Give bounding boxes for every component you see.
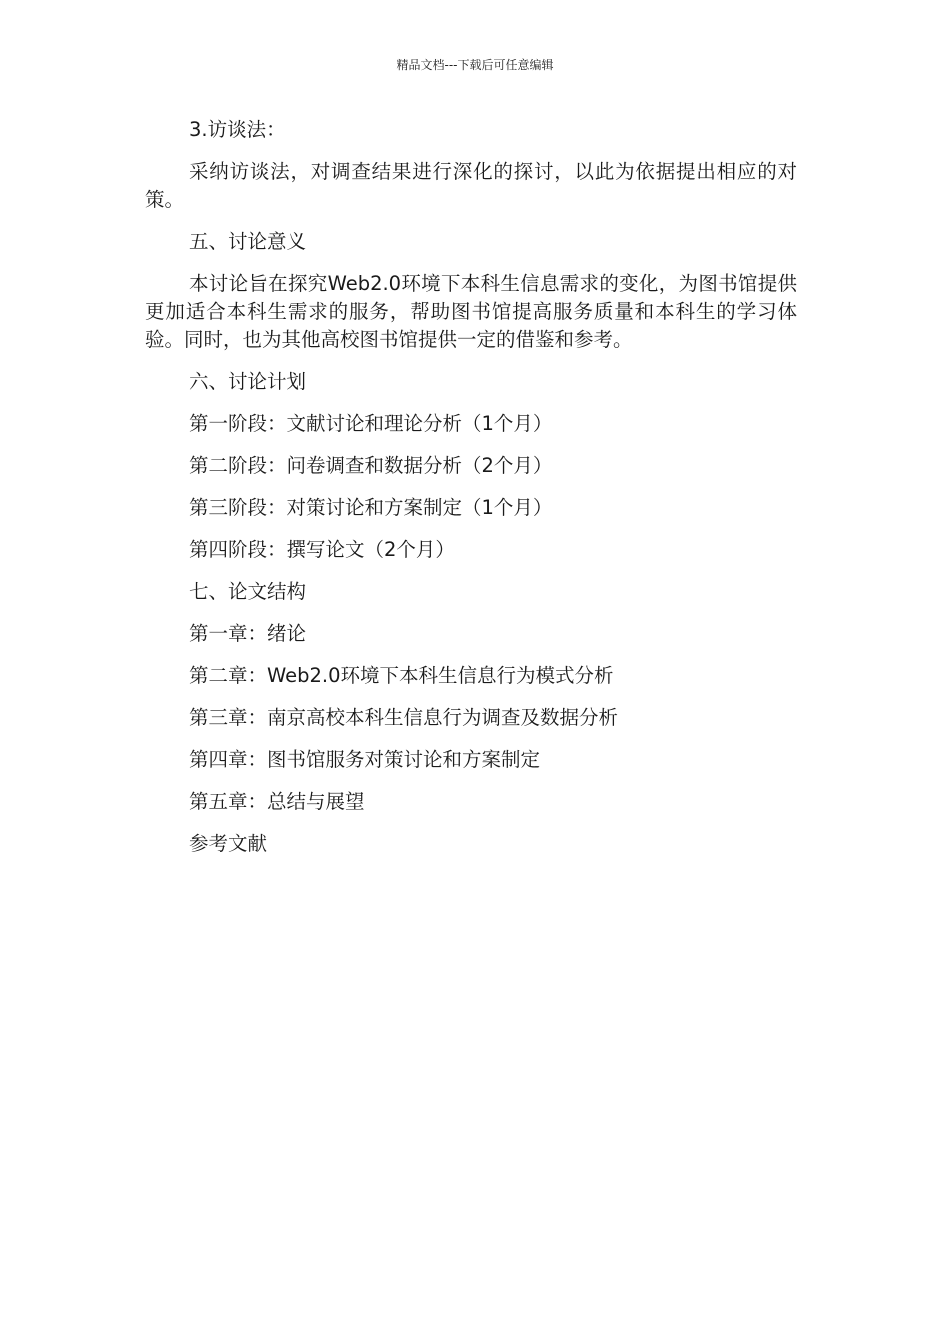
plan-stage-1: 第一阶段：文献讨论和理论分析（1个月）: [189, 412, 553, 435]
chapter-2: 第二章：Web2.0环境下本科生信息行为模式分析: [189, 664, 614, 687]
section-heading-significance: 五、讨论意义: [189, 230, 307, 253]
chapter-5: 第五章：总结与展望: [189, 790, 365, 813]
plan-stage-3: 第三阶段：对策讨论和方案制定（1个月）: [189, 496, 553, 519]
method-interview-text: 采纳访谈法，对调查结果进行深化的探讨，以此为依据提出相应的对策。: [145, 160, 797, 211]
page-header: 精品文档---下载后可任意编辑: [396, 58, 554, 72]
chapter-1: 第一章：绪论: [189, 622, 307, 645]
section-heading-plan: 六、讨论计划: [189, 370, 307, 393]
significance-text: 本讨论旨在探究Web2.0环境下本科生信息需求的变化，为图书馆提供更加适合本科生需求的服务，帮助图书馆提高服务质量和本科生的学习体验。同时，也为其他高校图书馆提供一定的借鉴和参考。: [145, 272, 797, 351]
document-body: [145, 116, 797, 872]
chapter-4: 第四章：图书馆服务对策讨论和方案制定: [189, 748, 541, 771]
plan-stage-2: 第二阶段：问卷调查和数据分析（2个月）: [189, 454, 553, 477]
method-interview-heading: 3.访谈法：: [189, 118, 286, 141]
references-heading: 参考文献: [189, 832, 268, 855]
chapter-3: 第三章：南京高校本科生信息行为调查及数据分析: [189, 706, 619, 729]
section-heading-structure: 七、论文结构: [189, 580, 307, 603]
plan-stage-4: 第四阶段：撰写论文（2个月）: [189, 538, 455, 561]
